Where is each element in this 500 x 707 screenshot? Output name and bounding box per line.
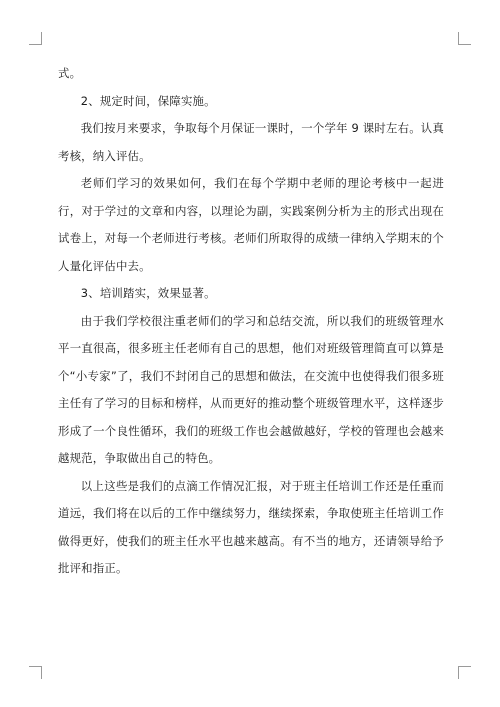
crop-mark-top-left bbox=[29, 32, 42, 45]
paragraph-continuation: 式。 bbox=[58, 66, 82, 80]
crop-mark-top-right bbox=[458, 32, 471, 45]
crop-mark-bottom-left bbox=[29, 666, 42, 679]
section-heading-training: 3、培训踏实，效果显著。 bbox=[80, 286, 216, 300]
paragraph-class-management: 由于我们学校很注重老师们的学习和总结交流，所以我们的班级管理水平一直很高，很多班主任老师有自己的思想，他们对班级管理简直可以算是个“小专家”了，我们不封闭自己的思想和做法，在交流中也使得我们很多班主任有了学习的目标和榜样，从而更好的推动整个班级管理水平，这样逐步形成了一个良性循环，我们的班级工作也会越做越好，学校的管理也会越来越规范，争取做出自己的特色。 bbox=[58, 313, 444, 465]
section-heading-schedule: 2、规定时间，保障实施。 bbox=[80, 93, 216, 108]
crop-mark-bottom-right bbox=[458, 666, 471, 679]
paragraph-conclusion: 以上这些是我们的点滴工作情况汇报，对于班主任培训工作还是任重而道远，我们将在以后的工作中继续努力，继续探索，争取使班主任培训工作做得更好，使我们的班主任水平也越来越高。有不当的地方，还请领导给予批评和指正。 bbox=[58, 478, 444, 575]
paragraph-monthly-requirement: 我们按月来要求，争取每个月保证一课时，一个学年 9 课时左右。认真考核，纳入评估。 bbox=[58, 121, 444, 163]
paragraph-assessment: 老师们学习的效果如何，我们在每个学期中老师的理论考核中一起进行，对于学过的文章和内容，以理论为副，实践案例分析为主的形式出现在试卷上，对每一个老师进行考核。老师们所取得的成绩一律纳入学期末的个人量化评估中去。 bbox=[58, 176, 444, 273]
document-body bbox=[58, 60, 444, 583]
